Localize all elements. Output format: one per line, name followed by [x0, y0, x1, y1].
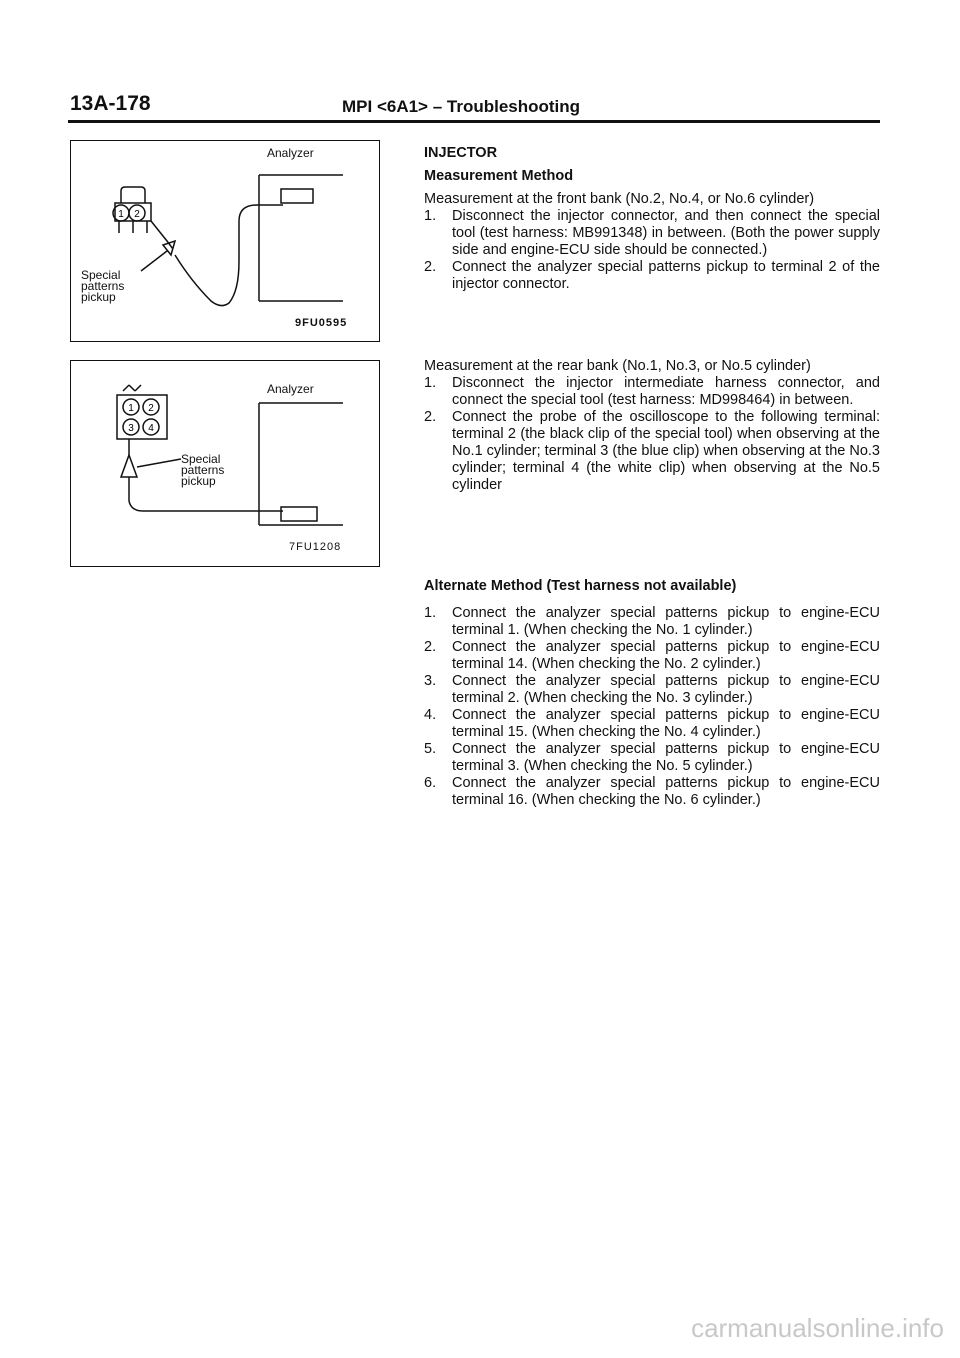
analyzer-label: Analyzer [267, 146, 314, 160]
terminal-1-label: 1 [128, 403, 134, 414]
list-item-text: Disconnect the injector intermediate harness connector, and connect the special tool (test harness: MD998464) in between. [452, 375, 880, 408]
section-alternate-method [424, 578, 880, 809]
list-item [424, 639, 880, 673]
list-item-text: Connect the analyzer special patterns pickup to engine-ECU terminal 2. (When checking the No. 3 cylinder.) [452, 673, 880, 706]
header-rule [68, 120, 880, 123]
pickup-label-line-2: patterns [181, 463, 225, 477]
list-item-text: Connect the probe of the oscilloscope to the following terminal: terminal 2 (the black clip of the special tool) when observing at the No.1 cylinder; terminal 3 (the blue clip) when observing at the No.3 cylinder; terminal 4 (the white clip) when observing at the No.5 cylinder [452, 409, 880, 493]
list-item-text: Connect the analyzer special patterns pickup to terminal 2 of the injector connector. [452, 259, 880, 292]
section-intro: Measurement at the front bank (No.2, No.4, or No.6 cylinder) [424, 191, 815, 207]
list-item-number: 2. [424, 259, 437, 275]
terminal-1-label: 1 [118, 209, 124, 220]
list-item [424, 375, 880, 409]
list-item-number: 1. [424, 375, 437, 391]
list-item-text: Connect the analyzer special patterns pickup to engine-ECU terminal 1. (When checking the No. 1 cylinder.) [452, 605, 880, 638]
list-item [424, 208, 880, 259]
figure-code: 9FU0595 [295, 317, 348, 329]
list-item [424, 259, 880, 293]
terminal-2-label: 2 [134, 209, 140, 220]
terminal-2-label: 2 [148, 403, 154, 414]
section-subheading: Measurement Method [424, 168, 574, 184]
front-bank-connection-diagram [71, 141, 379, 341]
list-item [424, 605, 880, 639]
list-item-number: 5. [424, 741, 437, 757]
list-item-text: Connect the analyzer special patterns pickup to engine-ECU terminal 3. (When checking the No. 5 cylinder.) [452, 741, 880, 774]
list-item [424, 673, 880, 707]
list-item-number: 3. [424, 673, 437, 689]
list-item-text: Connect the analyzer special patterns pickup to engine-ECU terminal 14. (When checking the No. 2 cylinder.) [452, 639, 880, 672]
list-item-text: Connect the analyzer special patterns pickup to engine-ECU terminal 15. (When checking the No. 4 cylinder.) [452, 707, 880, 740]
figure-code: 7FU1208 [289, 541, 342, 553]
pickup-label-line-1: Special [181, 452, 221, 466]
list-item [424, 707, 880, 741]
page-number: 13A-178 [70, 92, 151, 115]
list-item [424, 409, 880, 494]
section-intro: Measurement at the rear bank (No.1, No.3, or No.5 cylinder) [424, 358, 811, 374]
section-heading: Alternate Method (Test harness not available) [424, 578, 737, 594]
terminal-4-label: 4 [148, 423, 154, 434]
list-item-number: 6. [424, 775, 437, 791]
rear-bank-connection-diagram [71, 361, 379, 566]
list-item [424, 775, 880, 809]
watermark: carmanualsonline.info [691, 1313, 944, 1343]
pickup-label-line-1: Special [81, 268, 121, 282]
list-item [424, 741, 880, 775]
section-heading: INJECTOR [424, 145, 498, 161]
section-front-bank [424, 145, 880, 293]
pickup-label-line-3: pickup [81, 290, 116, 304]
pickup-label-line-3: pickup [181, 474, 216, 488]
list-item-number: 2. [424, 639, 437, 655]
list-item-number: 1. [424, 605, 437, 621]
figure-front-bank [70, 140, 380, 342]
list-item-text: Disconnect the injector connector, and then connect the special tool (test harness: MB991348) in between. (Both the power supply side and engine-ECU side should be connected.) [452, 208, 880, 258]
section-rear-bank [424, 358, 880, 494]
terminal-3-label: 3 [128, 423, 134, 434]
pickup-label-line-2: patterns [81, 279, 125, 293]
list-item-text: Connect the analyzer special patterns pickup to engine-ECU terminal 16. (When checking the No. 6 cylinder.) [452, 775, 880, 808]
page-title: MPI <6A1> – Troubleshooting [342, 97, 581, 116]
list-item-number: 2. [424, 409, 437, 425]
figure-rear-bank [70, 360, 380, 567]
analyzer-label: Analyzer [267, 382, 314, 396]
list-item-number: 1. [424, 208, 437, 224]
list-item-number: 4. [424, 707, 437, 723]
